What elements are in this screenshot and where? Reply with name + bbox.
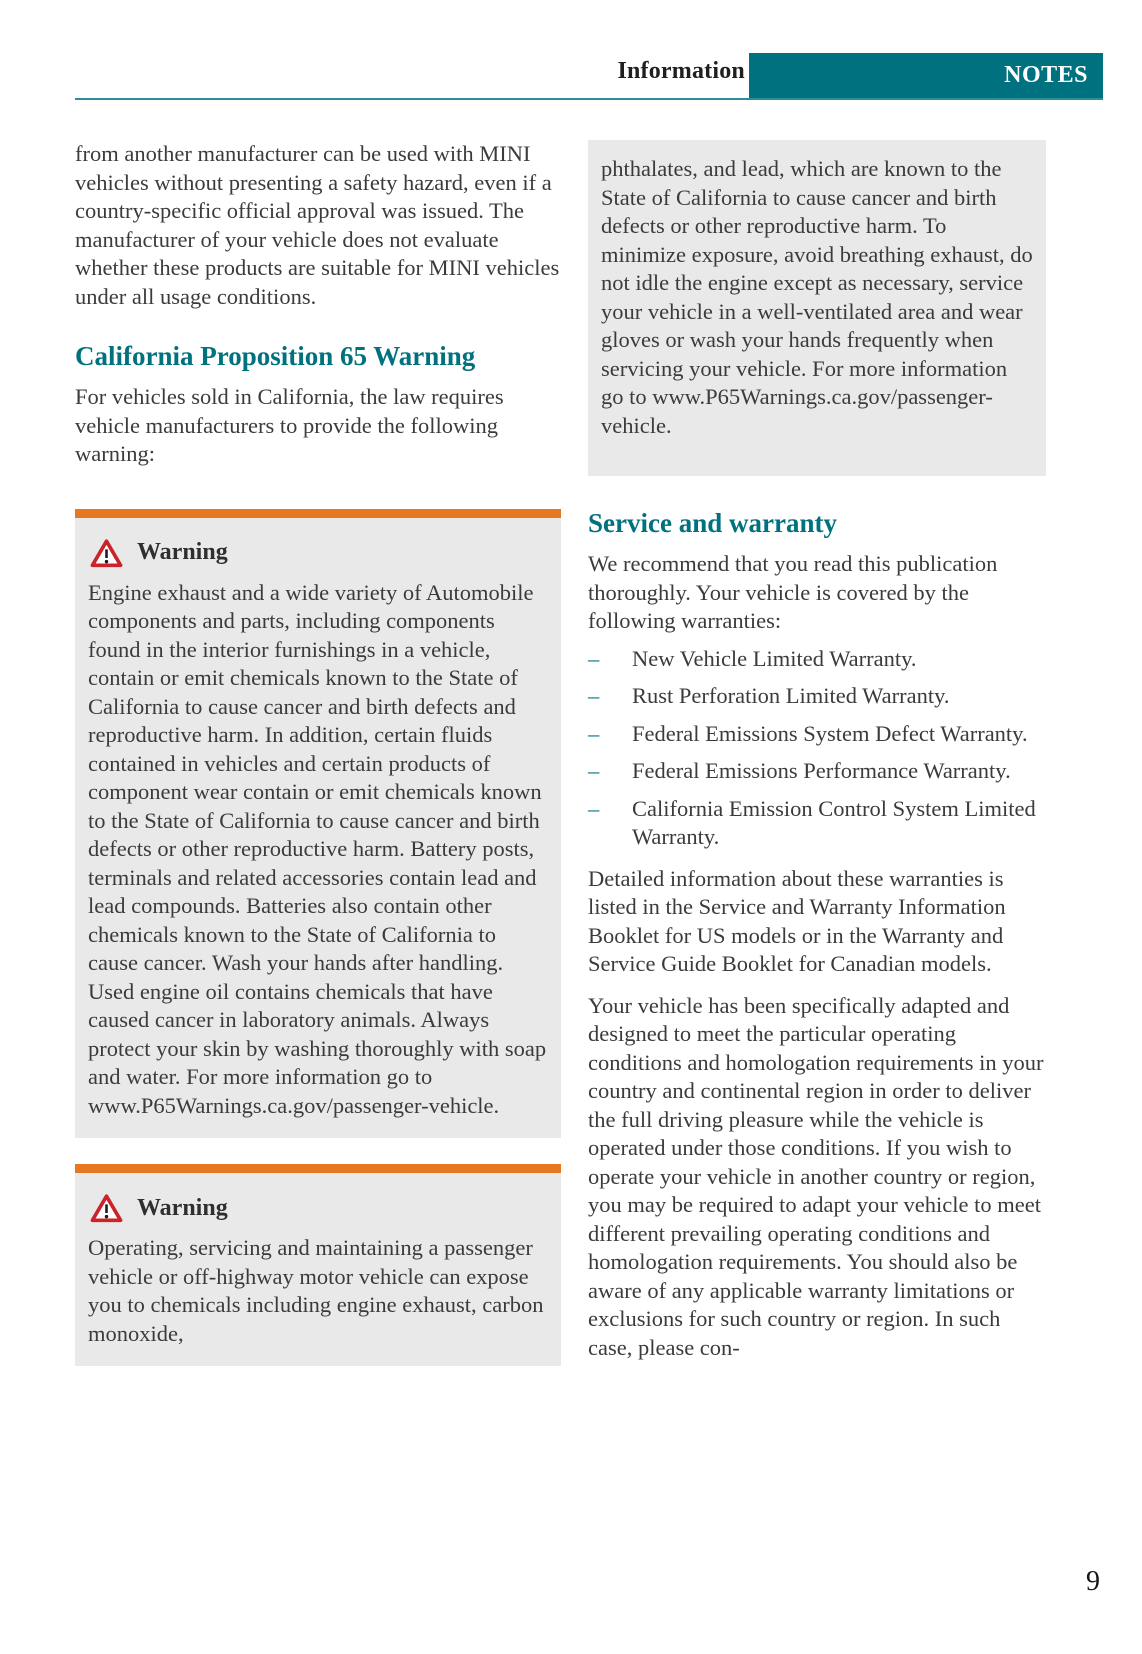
dash-bullet: – xyxy=(588,683,600,708)
warning-triangle-icon xyxy=(90,1193,123,1223)
warning-box-1-text: Engine exhaust and a wide variety of Automobile components and parts, including components found in the interior furnishings in a vehicle, contain or emit chemicals known to the State of California to cause cancer and birth defects and reproductive harm. In addition, certain fluids contained in vehicles and certain products of component wear contain or emit chemicals known to the State of California to cause cancer and birth defects or other reproductive harm. Battery posts, terminals and related accessories contain lead and lead compounds. Batteries also contain other chemicals known to the State of California to cause cancer. Wash your hands after handling. Used engine oil contains chemicals that have caused cancer in laboratory animals. Always protect your skin by washing thoroughly with soap and water. For more information go to www.P65Warnings.ca.gov/passenger-vehicle. xyxy=(88,579,547,1118)
warranty-list-item xyxy=(588,795,1046,852)
warning-continuation-text: phthalates, and lead, which are known to the State of California to cause cancer and birth defects or other reproductive harm. To minimize exposure, avoid breathing exhaust, do not idle the engine except as necessary, service your vehicle in a well-ventilated area and wear gloves or wash your hands frequently when servicing your vehicle. For more information go to www.P65Warnings.ca.gov/passenger-vehicle. xyxy=(601,156,1033,438)
warning-continuation-body xyxy=(588,140,1046,476)
warning-box-1-body xyxy=(75,518,561,1139)
warning-box-continuation xyxy=(588,140,1046,476)
dash-bullet: – xyxy=(588,758,600,783)
warning-box-2 xyxy=(75,1164,561,1366)
warranty-list xyxy=(588,645,1046,852)
prop65-intro-paragraph: For vehicles sold in California, the law requires vehicle manufacturers to provide the following warning: xyxy=(75,384,504,466)
warranty-item-text: California Emission Control System Limited Warranty. xyxy=(632,795,1036,849)
dash-bullet: – xyxy=(588,720,600,746)
warning-box-1 xyxy=(75,509,561,1139)
section-heading-service-warranty: Service and warranty xyxy=(588,508,837,538)
header-rule xyxy=(75,98,1103,100)
dash-bullet: – xyxy=(588,795,600,821)
service-intro-paragraph: We recommend that you read this publication thoroughly. Your vehicle is covered by the following warranties: xyxy=(588,551,998,633)
warning-box-2-body xyxy=(75,1173,561,1366)
warranty-list-item xyxy=(588,645,1046,674)
warning-accent-bar xyxy=(75,1164,561,1173)
dash-bullet: – xyxy=(588,645,600,671)
warranty-list-item xyxy=(588,682,1046,711)
warning-title: Warning xyxy=(137,539,228,565)
warning-box-2-text: Operating, servicing and maintaining a passenger vehicle or off-highway motor vehicle can expose you to chemicals including engine exhaust, carbon monoxide, xyxy=(88,1235,544,1346)
left-column xyxy=(75,140,561,1366)
intro-paragraph: from another manufacturer can be used with MINI vehicles without presenting a safety hazard, even if a country-specific official approval was issued. The manufacturer of your vehicle does not evaluate whether these products are suitable for MINI vehicles under all usage conditions. xyxy=(75,141,560,309)
warranty-details-paragraph: Detailed information about these warranties is listed in the Service and Warranty Information Booklet for US models or in the Warranty and Service Guide Booklet for Canadian models. xyxy=(588,865,1006,976)
warranty-list-item xyxy=(588,757,1046,786)
warranty-list-item xyxy=(588,720,1046,749)
warning-triangle-icon xyxy=(90,538,123,568)
warning-title-row xyxy=(90,538,548,568)
warranty-item-text: New Vehicle Limited Warranty. xyxy=(632,645,917,671)
notes-tab: NOTES xyxy=(749,53,1103,100)
section-header-title: Information xyxy=(617,58,745,84)
warning-accent-bar xyxy=(75,509,561,518)
warning-title-row xyxy=(90,1193,548,1223)
section-heading-prop65: California Proposition 65 Warning xyxy=(75,341,476,371)
warranty-item-text: Federal Emissions Performance Warranty. xyxy=(632,758,1011,783)
right-column xyxy=(588,140,1046,1362)
page-number: 9 xyxy=(1086,1566,1100,1597)
warranty-item-text: Federal Emissions System Defect Warranty. xyxy=(632,720,1028,746)
warning-title: Warning xyxy=(137,1194,228,1221)
adaptation-paragraph: Your vehicle has been specifically adapted and designed to meet the particular operating conditions and homologation requirements in your country and continental region in order to deliver the full driving pleasure while the vehicle is operated under those conditions. If you wish to operate your vehicle in another country or region, you may be required to adapt your vehicle to meet different prevailing operating conditions and homologation requirements. You should also be aware of any applicable warranty limitations or exclusions for such country or region. In such case, please con- xyxy=(588,992,1044,1360)
warranty-item-text: Rust Perforation Limited Warranty. xyxy=(632,683,950,708)
